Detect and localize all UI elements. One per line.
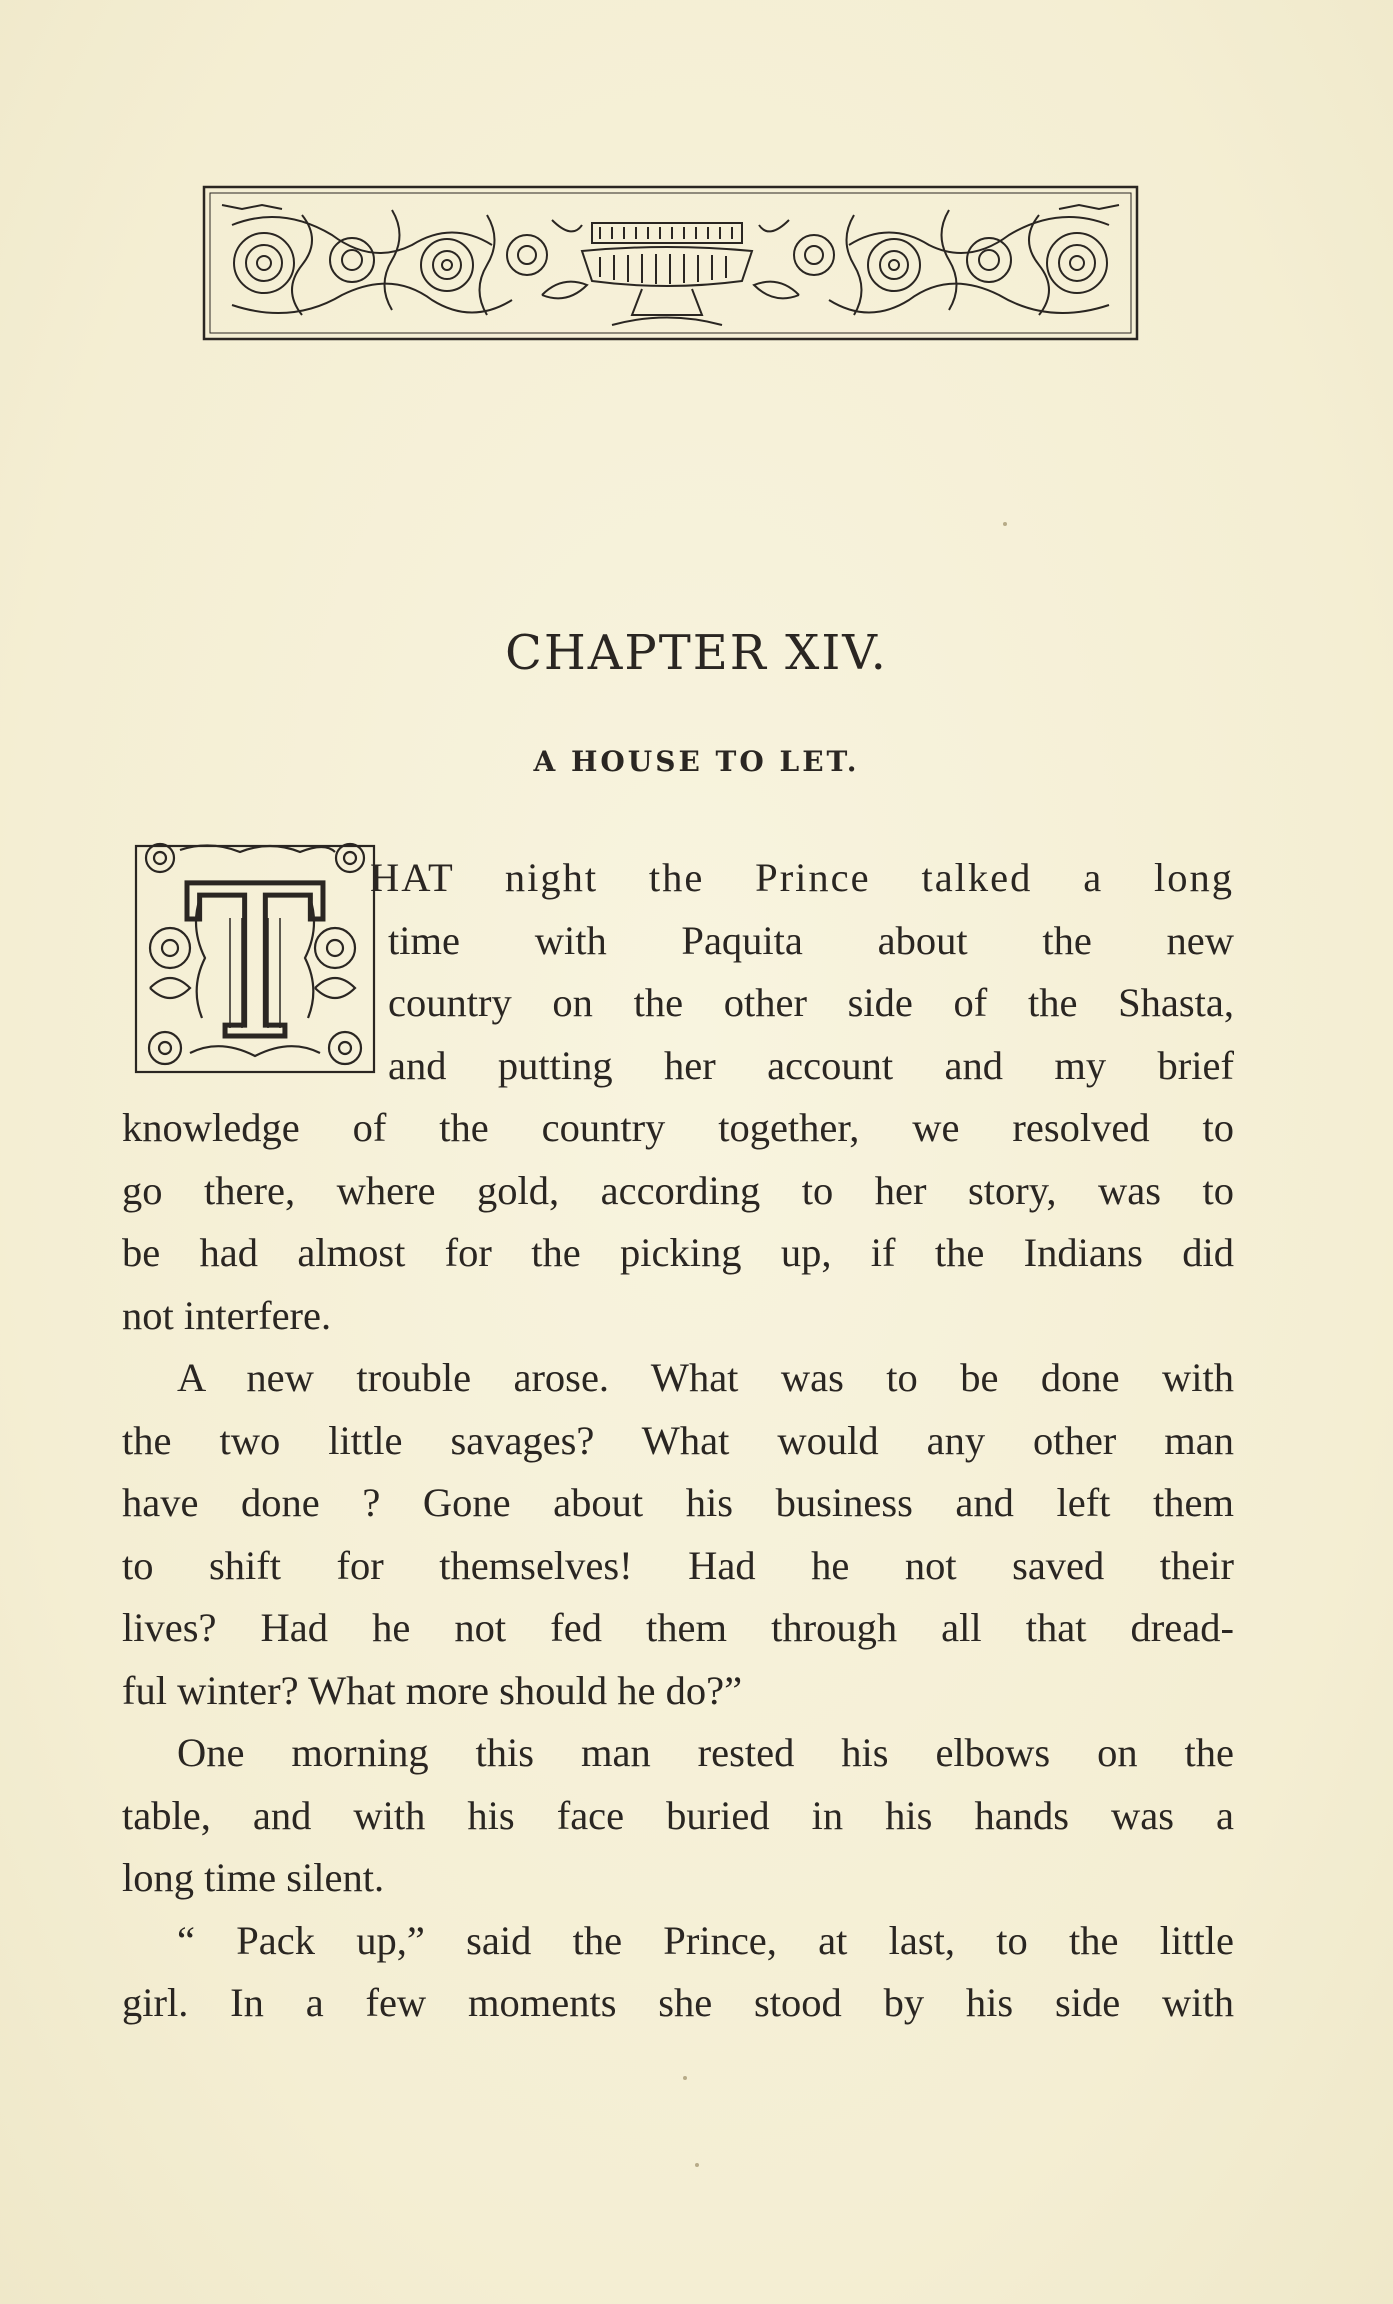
- paper-speck: [1003, 522, 1007, 526]
- text-line: A new trouble arose. What was to be done with: [177, 1355, 1234, 1400]
- text-line: long time silent.: [122, 1855, 385, 1900]
- text-line: be had almost for the picking up, if the Indians did: [122, 1230, 1234, 1275]
- body-text: [122, 1097, 1234, 2035]
- text-line: knowledge of the country together, we resolved to: [122, 1105, 1234, 1150]
- text-line: girl. In a few moments she stood by his side with: [122, 1980, 1234, 2025]
- text-line: ful winter? What more should he do?”: [122, 1667, 743, 1713]
- opening-lines: [370, 847, 1234, 1097]
- paper-speck: [695, 2163, 699, 2167]
- text-line: not interfere.: [122, 1292, 332, 1338]
- ornamental-drop-cap: [130, 838, 380, 1078]
- text-line: time with Paquita about the new: [388, 917, 1234, 963]
- text-line: HAT night the Prince talked a long: [370, 855, 1234, 900]
- text-line: the two little savages? What would any other man: [122, 1417, 1234, 1463]
- text-line: “ Pack up,” said the Prince, at last, to the little: [177, 1917, 1234, 1963]
- text-line: and putting her account and my brief: [388, 1042, 1234, 1088]
- chapter-subtitle: A HOUSE TO LET.: [533, 745, 860, 778]
- drop-cap-letter: T: [184, 841, 326, 1078]
- text-line: lives? Had he not fed them through all that dread-: [122, 1605, 1234, 1650]
- text-line: have done ? Gone about his business and left them: [122, 1480, 1234, 1525]
- chapter-title: CHAPTER XIV.: [505, 625, 888, 681]
- text-line: table, and with his face buried in his hands was a: [122, 1792, 1234, 1838]
- ornamental-headpiece: [202, 185, 1139, 341]
- text-line: go there, where gold, according to her story, was to: [122, 1167, 1234, 1213]
- text-line: country on the other side of the Shasta,: [388, 980, 1234, 1025]
- text-line: to shift for themselves! Had he not saved their: [122, 1542, 1234, 1588]
- text-line: One morning this man rested his elbows on the: [177, 1730, 1234, 1775]
- paper-speck: [683, 2076, 687, 2080]
